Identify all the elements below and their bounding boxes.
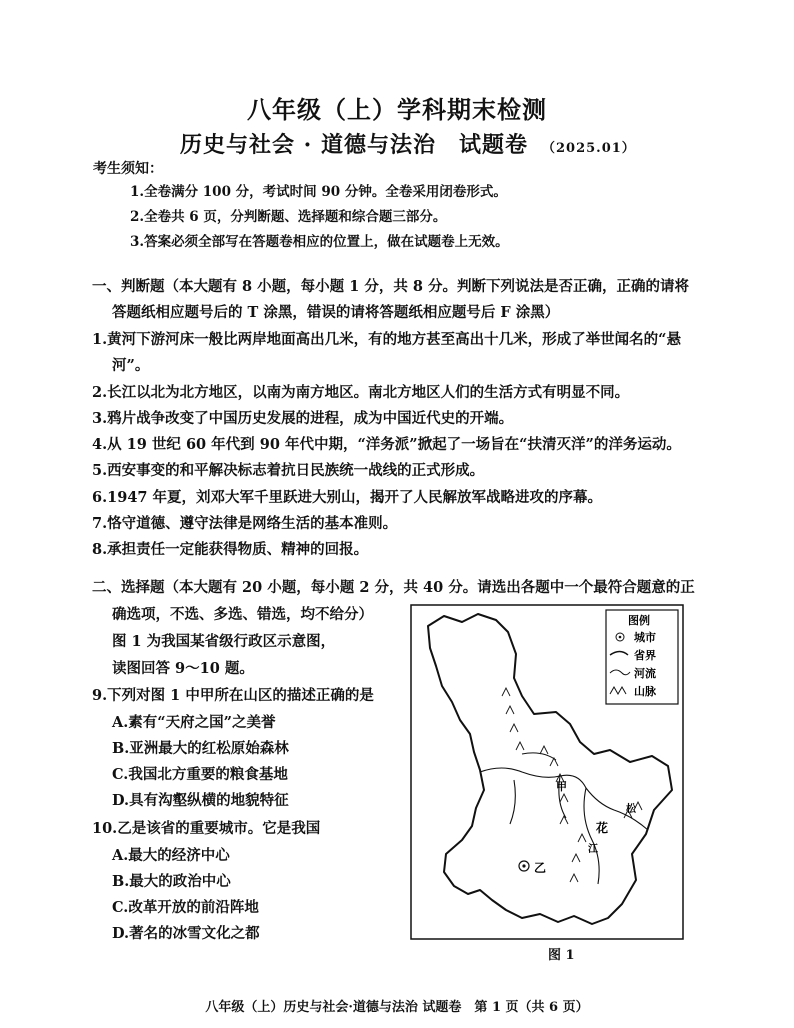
notice-heading: 考生须知： [93,161,163,177]
legend-mountain: 山脉 [634,685,656,698]
map-legend [606,610,678,704]
question-10: 10.乙是该省的重要城市。它是我国 [92,820,321,837]
section1-heading: 一、判断题（本大题有 8 小题，每小题 1 分，共 8 分。判断下列说法是否正确，正确的请将 [92,278,690,295]
question-3: 3.鸦片战争改变了中国历史发展的进程，成为中国近代史的开端。 [92,410,514,427]
q10-option-d: D.著名的冰雪文化之都 [112,925,260,942]
exam-date: （2025.01） [541,141,636,156]
q10-option-a: A.最大的经济中心 [112,847,230,864]
exam-title: 八年级（上）学科期末检测 [247,95,547,124]
province-map [410,604,684,940]
question-8: 8.承担责任一定能获得物质、精神的回报。 [92,541,369,558]
question-2: 2.长江以北为北方地区，以南为南方地区。南北方地区人们的生活方式有明显不同。 [92,384,630,401]
exam-subtitle [180,128,636,159]
map-intro-1: 图 1 为我国某省级行政区示意图， [112,633,336,650]
section1-heading-cont: 答题纸相应题号后的 T 涂黑，错误的请将答题纸相应题号后 F 涂黑） [112,304,560,321]
question-1-cont: 河”。 [112,357,150,374]
q9-option-c: C.我国北方重要的粮食基地 [112,766,288,783]
label-jia: 甲 [556,780,567,793]
map-intro-2: 读图回答 9～10 题。 [112,660,254,677]
notice-item-2: 2.全卷共 6 页，分判断题、选择题和综合题三部分。 [130,209,447,225]
notice-item-1: 1.全卷满分 100 分，考试时间 90 分钟。全卷采用闭卷形式。 [130,184,507,200]
section2-heading: 二、选择题（本大题有 20 小题，每小题 2 分，共 40 分。请选出各题中一个最符合题意的正 [92,579,695,596]
legend-boundary: 省界 [634,649,656,662]
q9-option-d: D.具有沟壑纵横的地貌特征 [112,792,289,809]
label-river-hua: 花 [596,821,609,835]
map-caption: 图 1 [548,948,575,963]
question-5: 5.西安事变的和平解决标志着抗日民族统一战线的正式形成。 [92,462,485,479]
q9-option-b: B.亚洲最大的红松原始森林 [112,740,289,757]
question-7: 7.恪守道德、遵守法律是网络生活的基本准则。 [92,515,398,532]
question-9: 9.下列对图 1 中甲所在山区的描述正确的是 [92,687,374,704]
question-4: 4.从 19 世纪 60 年代到 90 年代中期，“洋务派”掀起了一场旨在“扶清灭洋”的洋务运动。 [92,436,681,453]
page-footer: 八年级（上）历史与社会·道德与法治 试题卷 第 1 页（共 6 页） [205,1000,589,1015]
label-river-jiang: 江 [588,844,598,855]
q10-option-c: C.改革开放的前沿阵地 [112,899,259,916]
subtitle-text: 历史与社会 · 道德与法治 试题卷 [180,132,528,158]
question-1: 1.黄河下游河床一般比两岸地面高出几米，有的地方甚至高出十几米，形成了举世闻名的“悬 [92,331,681,348]
label-yi: 乙 [534,861,547,875]
q10-option-b: B.最大的政治中心 [112,873,231,890]
notice-item-3: 3.答案必须全部写在答题卷相应的位置上，做在试题卷上无效。 [130,234,509,250]
legend-city: 城市 [634,631,656,644]
legend-river: 河流 [634,667,656,680]
q9-option-a: A.素有“天府之国”之美誉 [112,714,276,731]
section2-heading-cont: 确选项，不选、多选、错选，均不给分） [112,606,373,623]
legend-title: 图例 [628,614,650,627]
question-6: 6.1947 年夏，刘邓大军千里跃进大别山，揭开了人民解放军战略进攻的序幕。 [92,489,603,506]
label-river-song: 松 [626,804,636,815]
